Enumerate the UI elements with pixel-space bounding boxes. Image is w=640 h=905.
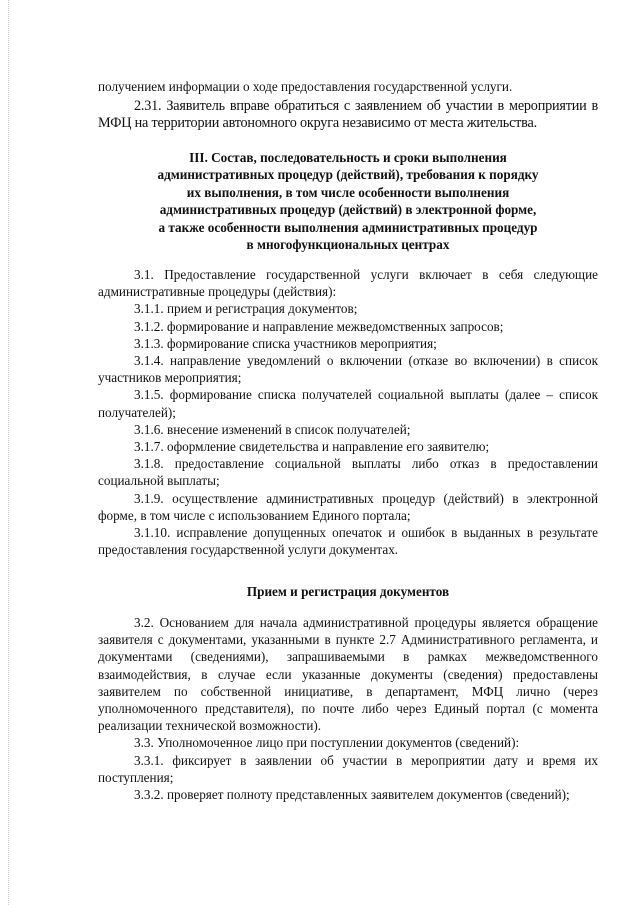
paragraph-3-1-9: 3.1.9. осуществление административных процедур (действий) в электронной форме, в том числе с использованием Единого портала; bbox=[98, 490, 598, 523]
paragraph-3-3-1: 3.3.1. фиксирует в заявлении об участии в мероприятии дату и время их поступления; bbox=[98, 752, 598, 785]
paragraph-3-1-5: 3.1.5. формирование списка получателей социальной выплаты (далее – список получателей); bbox=[98, 387, 598, 420]
heading-line: их выполнения, в том числе особенности выполнения bbox=[186, 184, 510, 200]
paragraph-3-1-7: 3.1.7. оформление свидетельства и направление его заявителю; bbox=[134, 439, 490, 455]
paragraph-3-1-10: 3.1.10. исправление допущенных опечаток и ошибок в выданных в результате предоставления государственной услуги документах. bbox=[98, 525, 598, 558]
section-3-list bbox=[98, 266, 598, 558]
intro-block bbox=[98, 78, 598, 133]
reception-list bbox=[98, 614, 598, 803]
heading-line: административных процедур (действий), требования к порядку bbox=[157, 167, 539, 183]
paragraph-3-1: 3.1. Предоставление государственной услуги включает в себя следующие административные процедуры (действия): bbox=[98, 267, 598, 300]
reception-heading: Прием и регистрация документов bbox=[246, 584, 450, 599]
continuation-line: получением информации о ходе предоставления государственной услуги. bbox=[98, 79, 513, 94]
section-3-heading-block bbox=[98, 149, 598, 253]
paragraph-3-1-8: 3.1.8. предоставление социальной выплаты либо отказ в предоставлении социальной выплаты; bbox=[98, 456, 598, 489]
heading-line: в многофункциональных центрах bbox=[246, 237, 450, 253]
scan-edge bbox=[8, 0, 9, 905]
paragraph-3-1-1: 3.1.1. прием и регистрация документов; bbox=[134, 301, 358, 317]
paragraph-3-2: 3.2. Основанием для начала административной процедуры является обращение заявителя с документами, указанными в пункте 2.7 Административного регламента, и документами (сведениями), запрашиваемыми в рамках межведомственного взаимодействия, в случае если указанные документы (сведения) предоставлены заявителем по собственной инициативе, в департамент, МФЦ лично (через уполномоченного представителя), по почте либо через Единый портал (с момента реализации технической возможности). bbox=[98, 615, 598, 734]
paragraph-3-1-4: 3.1.4. направление уведомлений о включении (отказе во включении) в список участников мероприятия; bbox=[98, 353, 598, 386]
paragraph-3-3-2: 3.3.2. проверяет полноту представленных заявителем документов (сведений); bbox=[134, 787, 570, 803]
heading-line: а также особенности выполнения административных процедур bbox=[158, 219, 538, 235]
paragraph-3-1-2: 3.1.2. формирование и направление межведомственных запросов; bbox=[134, 318, 504, 334]
section-3-heading bbox=[98, 149, 598, 253]
paragraph-3-3: 3.3. Уполномоченное лицо при поступлении документов (сведений): bbox=[134, 735, 520, 751]
reception-heading-block bbox=[98, 583, 598, 600]
paragraph-3-1-3: 3.1.3. формирование списка участников мероприятия; bbox=[134, 335, 437, 351]
heading-line: III. Состав, последовательность и сроки выполнения bbox=[189, 150, 507, 165]
paragraph-2-31: 2.31. Заявитель вправе обратиться с заявлением об участии в мероприятии в МФЦ на территории автономного округа независимо от места жительства. bbox=[98, 98, 598, 132]
paragraph-3-1-6: 3.1.6. внесение изменений в список получателей; bbox=[134, 421, 411, 437]
heading-line: административных процедур (действий) в электронной форме, bbox=[159, 202, 537, 218]
